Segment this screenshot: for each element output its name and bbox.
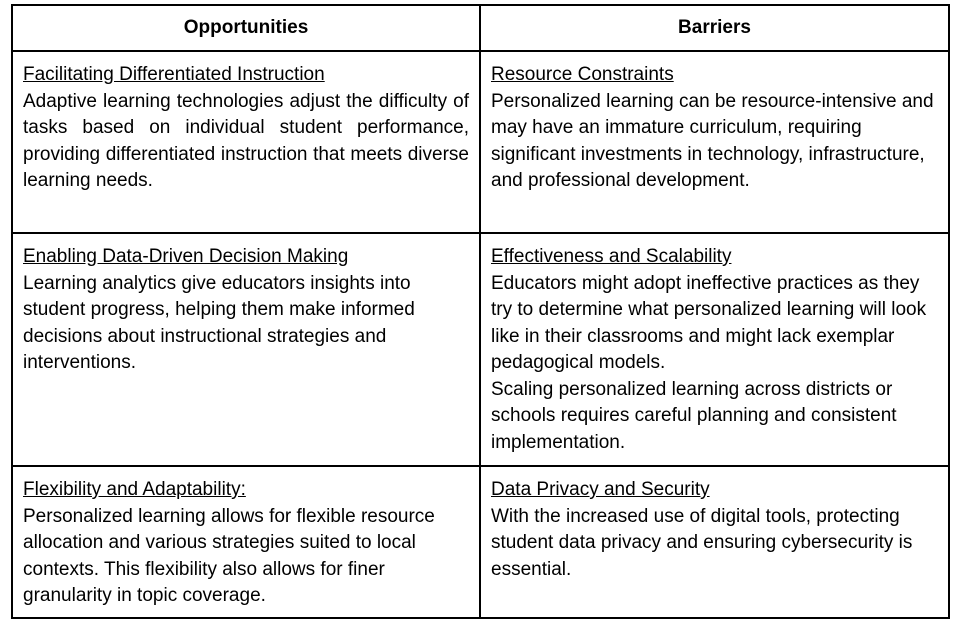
opportunity-body: Adaptive learning technologies adjust the difficulty of tasks based on individual student performance, providing differentiated instruction that meets diverse learning needs. [23, 90, 469, 191]
table-row [12, 233, 949, 466]
header-opportunities: Opportunities [12, 5, 480, 51]
barrier-body: Educators might adopt ineffective practices as they try to determine what personalized learning will look like in their classrooms and might lack exemplar pedagogical models. [491, 272, 927, 373]
barrier-cell [480, 466, 949, 618]
opportunity-cell [12, 51, 480, 233]
barrier-cell [480, 51, 949, 233]
barrier-title: Resource Constraints [491, 64, 674, 85]
opportunity-body: Learning analytics give educators insights into student progress, helping them make informed decisions about instructional strategies and interventions. [23, 272, 415, 373]
header-barriers: Barriers [480, 5, 949, 51]
barrier-body: With the increased use of digital tools, protecting student data privacy and ensuring cybersecurity is essential. [491, 505, 913, 580]
opportunity-title: Facilitating Differentiated Instruction [23, 64, 325, 85]
header-row [12, 5, 949, 51]
opportunity-title: Enabling Data-Driven Decision Making [23, 246, 349, 267]
barrier-cell [480, 233, 949, 466]
opportunities-barriers-table [11, 4, 950, 619]
barrier-title: Effectiveness and Scalability [491, 246, 732, 267]
opportunity-cell [12, 233, 480, 466]
opportunity-cell [12, 466, 480, 618]
table-row [12, 51, 949, 233]
barrier-body-secondary: Scaling personalized learning across districts or schools requires careful planning and consistent implementation. [491, 378, 897, 453]
barrier-body: Personalized learning can be resource-intensive and may have an immature curriculum, requiring significant investments in technology, infrastructure, and professional development. [491, 90, 934, 191]
opportunity-title: Flexibility and Adaptability: [23, 479, 246, 500]
opportunity-body: Personalized learning allows for flexible resource allocation and various strategies suited to local contexts. This flexibility also allows for finer granularity in topic coverage. [23, 505, 435, 606]
barrier-title: Data Privacy and Security [491, 479, 710, 500]
table-row [12, 466, 949, 618]
